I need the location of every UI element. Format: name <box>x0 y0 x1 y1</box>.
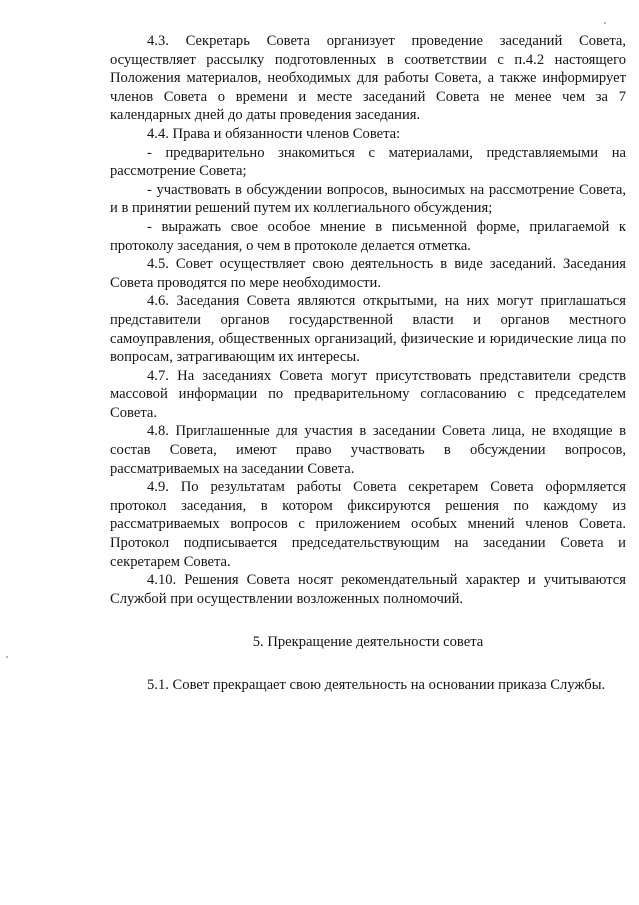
list-item-express-opinion: - выражать свое особое мнение в письменной форме, прилагаемой к протоколу заседания, о чем в протоколе делается отметка. <box>110 218 626 254</box>
section-title: 5. Прекращение деятельности совета <box>252 634 484 651</box>
document-body <box>110 32 626 695</box>
paragraph-4-9: 4.9. По результатам работы Совета секретарем Совета оформляется протокол заседания, в котором фиксируются решения по каждому из рассматриваемых вопросов с приложением особых мнений членов Совета. Протокол подписывается председательствующим на заседании Совета и секретарем Совета. <box>110 479 626 570</box>
list-item-familiarize: - предварительно знакомиться с материалами, представляемыми на рассмотрение Совета; <box>110 144 626 180</box>
paragraph-4-3: 4.3. Секретарь Совета организует проведение заседаний Совета, осуществляет рассылку подготовленных в соответствии с п.4.2 настоящего Положения материалов, необходимых для работы Совета, а также информирует членов Совета о времени и месте заседаний Совета не менее чем за 7 календарных дней до даты проведения заседания. <box>110 33 626 124</box>
paragraph-4-8: 4.8. Приглашенные для участия в заседании Совета лица, не входящие в состав Совета, имеют право участвовать в обсуждении вопросов, рассматриваемых на заседании Совета. <box>110 423 626 477</box>
paragraph-4-5: 4.5. Совет осуществляет свою деятельность в виде заседаний. Заседания Совета проводятся по мере необходимости. <box>110 256 626 291</box>
paragraph-4-4: 4.4. Права и обязанности членов Совета: <box>147 125 401 142</box>
scan-speck <box>6 656 8 658</box>
paragraph-4-7: 4.7. На заседаниях Совета могут присутствовать представители средств массовой информации по предварительному согласованию с председателем Совета. <box>110 367 626 421</box>
list-item-participate: - участвовать в обсуждении вопросов, выносимых на рассмотрение Совета, и в принятии решений путем их коллегиального обсуждения; <box>110 181 626 217</box>
scan-speck <box>604 22 606 24</box>
paragraph-5-1: 5.1. Совет прекращает свою деятельность на основании приказа Службы. <box>147 677 606 693</box>
paragraph-4-10: 4.10. Решения Совета носят рекомендательный характер и учитываются Службой при осуществлении возложенных полномочий. <box>110 572 626 607</box>
paragraph-4-6: 4.6. Заседания Совета являются открытыми, на них могут приглашаться представители органов государственной власти и органов местного самоуправления, общественных организаций, физические и юридические лица по вопросам, затрагивающим их интересы. <box>110 293 626 366</box>
